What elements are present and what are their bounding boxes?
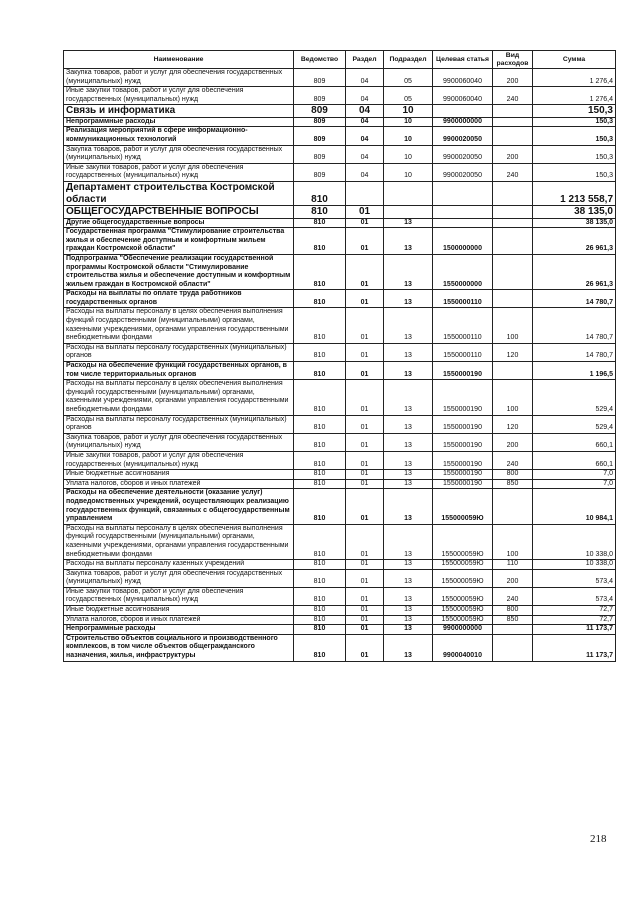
cell-target-article: 1550000000 [433,254,493,289]
cell-name: Департамент строительства Костромской области [64,182,294,206]
table-row [64,362,616,380]
cell-subsection: 13 [384,451,433,469]
cell-name: Расходы на выплаты по оплате труда работников государственных органов [64,290,294,308]
header-subsection: Подраздел [384,51,433,69]
cell-expense-type [493,228,533,255]
cell-department: 809 [294,69,346,87]
cell-expense-type: 240 [493,451,533,469]
table-row [64,634,616,661]
cell-subsection: 10 [384,163,433,181]
cell-section: 01 [346,587,384,605]
cell-department: 810 [294,489,346,524]
cell-target-article: 9900020050 [433,145,493,163]
cell-subsection: 13 [384,524,433,559]
cell-name: Реализация мероприятий в сфере информационно-коммуникационных технологий [64,127,294,145]
cell-name: Расходы на выплаты персоналу в целях обеспечения выполнения функций государственными (муниципальными) органами, казенными учреждениями, органами управления государственными внебюджетными фондами [64,308,294,343]
cell-subsection: 13 [384,254,433,289]
cell-expense-type [493,218,533,228]
table-row [64,380,616,415]
cell-department: 810 [294,433,346,451]
table-row [64,69,616,87]
table-row [64,489,616,524]
cell-name: Государственная программа "Стимулирование строительства жилья и обеспечение доступным и комфортным жильем граждан Костромской области" [64,228,294,255]
cell-expense-type: 800 [493,470,533,480]
table-row [64,218,616,228]
cell-subsection: 13 [384,415,433,433]
cell-subsection: 10 [384,127,433,145]
table-row [64,206,616,219]
cell-section: 01 [346,634,384,661]
cell-target-article: 1550000190 [433,362,493,380]
cell-department: 810 [294,415,346,433]
cell-amount: 529,4 [533,415,616,433]
cell-subsection: 13 [384,587,433,605]
header-name: Наименование [64,51,294,69]
cell-target-article: 9900000000 [433,625,493,635]
cell-amount: 529,4 [533,380,616,415]
cell-target-article: 9900060040 [433,87,493,105]
cell-target-article: 1550000110 [433,343,493,361]
cell-department: 810 [294,254,346,289]
cell-target-article: 9900020050 [433,127,493,145]
cell-section: 01 [346,524,384,559]
header-target-article: Целевая статья [433,51,493,69]
cell-amount: 72,7 [533,606,616,616]
cell-section: 01 [346,489,384,524]
cell-name: Иные закупки товаров, работ и услуг для обеспечения государственных (муниципальных) нужд [64,87,294,105]
cell-amount: 150,3 [533,127,616,145]
cell-target-article: 1550000190 [433,451,493,469]
cell-section: 04 [346,127,384,145]
cell-section: 01 [346,415,384,433]
cell-name: Иные закупки товаров, работ и услуг для обеспечения государственных (муниципальных) нужд [64,163,294,181]
cell-amount: 38 135,0 [533,218,616,228]
cell-section: 01 [346,560,384,570]
cell-section: 01 [346,206,384,219]
cell-expense-type: 120 [493,415,533,433]
cell-target-article: 1550000190 [433,415,493,433]
cell-section: 01 [346,615,384,625]
cell-amount: 26 961,3 [533,254,616,289]
cell-amount: 660,1 [533,451,616,469]
cell-department: 809 [294,87,346,105]
cell-section: 04 [346,87,384,105]
cell-name: Расходы на выплаты персоналу государственных (муниципальных) органов [64,343,294,361]
cell-department: 810 [294,228,346,255]
cell-amount: 1 276,4 [533,87,616,105]
cell-name: ОБЩЕГОСУДАРСТВЕННЫЕ ВОПРОСЫ [64,206,294,219]
cell-department: 810 [294,625,346,635]
table-row [64,569,616,587]
cell-expense-type [493,182,533,206]
cell-department: 809 [294,117,346,127]
cell-section: 01 [346,606,384,616]
cell-department: 810 [294,290,346,308]
cell-expense-type: 850 [493,615,533,625]
cell-target-article: 1550000190 [433,479,493,489]
cell-target-article: 155000059Ю [433,615,493,625]
cell-section: 01 [346,625,384,635]
cell-expense-type [493,634,533,661]
cell-expense-type: 100 [493,308,533,343]
cell-expense-type: 200 [493,145,533,163]
page-number: 218 [590,833,607,845]
table-body [64,69,616,662]
cell-department: 810 [294,569,346,587]
cell-target-article: 1550000110 [433,290,493,308]
cell-amount: 573,4 [533,569,616,587]
cell-name: Расходы на выплаты персоналу в целях обеспечения выполнения функций государственными (муниципальными) органами, казенными учреждениями, органами управления государственными внебюджетными фондами [64,524,294,559]
table-row [64,625,616,635]
cell-expense-type: 800 [493,606,533,616]
table-row [64,228,616,255]
cell-subsection: 13 [384,634,433,661]
cell-section: 01 [346,470,384,480]
cell-department: 810 [294,206,346,219]
cell-amount: 660,1 [533,433,616,451]
cell-name: Расходы на выплаты персоналу казенных учреждений [64,560,294,570]
cell-department: 810 [294,470,346,480]
cell-subsection [384,182,433,206]
cell-target-article: 1550000190 [433,433,493,451]
header-expense-type: Вид расходов [493,51,533,69]
cell-name: Расходы на обеспечение функций государственных органов, в том числе территориальных органов [64,362,294,380]
cell-subsection: 13 [384,606,433,616]
table-row [64,560,616,570]
cell-target-article: 155000059Ю [433,560,493,570]
cell-department: 810 [294,182,346,206]
cell-section: 04 [346,105,384,118]
cell-name: Иные бюджетные ассигнования [64,606,294,616]
cell-expense-type: 200 [493,433,533,451]
cell-section: 01 [346,343,384,361]
cell-name: Непрограммные расходы [64,117,294,127]
cell-name: Уплата налогов, сборов и иных платежей [64,479,294,489]
cell-target-article [433,182,493,206]
cell-section: 01 [346,290,384,308]
cell-target-article [433,218,493,228]
cell-name: Уплата налогов, сборов и иных платежей [64,615,294,625]
table-row [64,127,616,145]
cell-department: 810 [294,362,346,380]
cell-subsection: 13 [384,615,433,625]
cell-expense-type: 240 [493,587,533,605]
cell-subsection: 13 [384,433,433,451]
cell-amount: 150,3 [533,117,616,127]
cell-name: Иные закупки товаров, работ и услуг для обеспечения государственных (муниципальных) нужд [64,587,294,605]
cell-expense-type [493,105,533,118]
cell-section: 01 [346,380,384,415]
cell-section: 01 [346,479,384,489]
cell-section: 01 [346,254,384,289]
cell-target-article: 1500000000 [433,228,493,255]
cell-target-article: 155000059Ю [433,489,493,524]
cell-name: Расходы на выплаты персоналу государственных (муниципальных) органов [64,415,294,433]
cell-target-article: 9900040010 [433,634,493,661]
cell-name: Закупка товаров, работ и услуг для обеспечения государственных (муниципальных) нужд [64,145,294,163]
cell-expense-type: 110 [493,560,533,570]
cell-expense-type: 100 [493,380,533,415]
table-row [64,105,616,118]
cell-department: 810 [294,560,346,570]
cell-expense-type: 850 [493,479,533,489]
cell-target-article: 155000059Ю [433,569,493,587]
cell-department: 810 [294,479,346,489]
table-row [64,470,616,480]
cell-expense-type [493,127,533,145]
cell-department: 809 [294,163,346,181]
cell-amount: 1 196,5 [533,362,616,380]
cell-section: 04 [346,163,384,181]
cell-section: 04 [346,145,384,163]
cell-target-article: 9900020050 [433,163,493,181]
cell-target-article: 155000059Ю [433,606,493,616]
cell-expense-type [493,362,533,380]
cell-target-article: 155000059Ю [433,587,493,605]
table-row [64,433,616,451]
cell-subsection: 05 [384,69,433,87]
cell-expense-type: 100 [493,524,533,559]
cell-subsection: 13 [384,228,433,255]
cell-amount: 150,3 [533,163,616,181]
cell-target-article: 1550000190 [433,470,493,480]
table-row [64,182,616,206]
cell-expense-type [493,254,533,289]
cell-amount: 72,7 [533,615,616,625]
cell-amount: 573,4 [533,587,616,605]
cell-department: 810 [294,380,346,415]
cell-subsection: 13 [384,479,433,489]
cell-amount: 10 338,0 [533,560,616,570]
cell-expense-type: 120 [493,343,533,361]
cell-subsection: 13 [384,560,433,570]
header-section: Раздел [346,51,384,69]
cell-amount: 38 135,0 [533,206,616,219]
cell-amount: 26 961,3 [533,228,616,255]
cell-subsection: 13 [384,380,433,415]
cell-section: 01 [346,218,384,228]
cell-department: 809 [294,105,346,118]
cell-section: 01 [346,308,384,343]
cell-subsection: 13 [384,218,433,228]
table-row [64,87,616,105]
cell-expense-type: 240 [493,163,533,181]
table-row [64,587,616,605]
cell-name: Непрограммные расходы [64,625,294,635]
cell-section: 01 [346,569,384,587]
table-row [64,451,616,469]
cell-name: Расходы на выплаты персоналу в целях обеспечения выполнения функций государственными (муниципальными) органами, казенными учреждениями, органами управления государственными внебюджетными фондами [64,380,294,415]
cell-target-article: 1550000110 [433,308,493,343]
table-row [64,163,616,181]
cell-section: 01 [346,451,384,469]
cell-amount: 11 173,7 [533,625,616,635]
cell-target-article: 9900000000 [433,117,493,127]
cell-subsection: 10 [384,145,433,163]
budget-table [63,50,616,662]
table-row [64,524,616,559]
cell-section: 01 [346,433,384,451]
cell-amount: 11 173,7 [533,634,616,661]
cell-name: Закупка товаров, работ и услуг для обеспечения государственных (муниципальных) нужд [64,569,294,587]
cell-name: Связь и информатика [64,105,294,118]
cell-subsection: 13 [384,569,433,587]
cell-department: 810 [294,606,346,616]
cell-amount: 1 213 558,7 [533,182,616,206]
cell-subsection: 13 [384,290,433,308]
cell-expense-type: 200 [493,569,533,587]
header-department: Ведомство [294,51,346,69]
cell-expense-type: 200 [493,69,533,87]
cell-target-article: 155000059Ю [433,524,493,559]
cell-department: 810 [294,218,346,228]
budget-page [63,50,615,662]
cell-department: 810 [294,451,346,469]
cell-amount: 14 780,7 [533,290,616,308]
cell-name: Строительство объектов социального и производственного комплексов, в том числе объектов общегражданского назначения, жилья, инфраструктуры [64,634,294,661]
cell-department: 809 [294,145,346,163]
cell-name: Подпрограмма "Обеспечение реализации государственной программы Костромской области "Стимулирование строительства жилья и обеспечение доступным и комфортным жильем граждан в Костромской области" [64,254,294,289]
cell-expense-type [493,625,533,635]
table-row [64,308,616,343]
table-row [64,290,616,308]
cell-department: 810 [294,343,346,361]
cell-subsection: 13 [384,308,433,343]
cell-target-article: 1550000190 [433,380,493,415]
table-row [64,615,616,625]
cell-amount: 150,3 [533,105,616,118]
cell-amount: 7,0 [533,479,616,489]
cell-amount: 14 780,7 [533,343,616,361]
table-row [64,117,616,127]
cell-target-article [433,206,493,219]
cell-subsection: 10 [384,105,433,118]
cell-subsection: 13 [384,343,433,361]
table-row [64,254,616,289]
cell-amount: 10 984,1 [533,489,616,524]
cell-department: 810 [294,587,346,605]
table-row [64,343,616,361]
cell-expense-type [493,489,533,524]
cell-amount: 1 276,4 [533,69,616,87]
cell-section: 01 [346,362,384,380]
cell-department: 810 [294,308,346,343]
cell-name: Закупка товаров, работ и услуг для обеспечения государственных (муниципальных) нужд [64,433,294,451]
cell-department: 809 [294,127,346,145]
cell-target-article [433,105,493,118]
cell-expense-type [493,290,533,308]
cell-name: Иные бюджетные ассигнования [64,470,294,480]
cell-expense-type [493,206,533,219]
cell-subsection [384,206,433,219]
cell-section: 04 [346,117,384,127]
cell-expense-type: 240 [493,87,533,105]
cell-department: 810 [294,615,346,625]
cell-subsection: 13 [384,362,433,380]
table-row [64,479,616,489]
header-amount: Сумма [533,51,616,69]
cell-name: Расходы на обеспечение деятельности (оказание услуг) подведомственных учреждений, осуществляющих реализацию государственных функций, связанных с общегосударственным управлением [64,489,294,524]
cell-department: 810 [294,634,346,661]
table-row [64,606,616,616]
cell-subsection: 13 [384,470,433,480]
cell-expense-type [493,117,533,127]
cell-amount: 7,0 [533,470,616,480]
cell-amount: 150,3 [533,145,616,163]
cell-department: 810 [294,524,346,559]
cell-name: Другие общегосударственные вопросы [64,218,294,228]
cell-section: 01 [346,228,384,255]
table-row [64,145,616,163]
cell-subsection: 05 [384,87,433,105]
cell-target-article: 9900060040 [433,69,493,87]
cell-amount: 10 338,0 [533,524,616,559]
cell-subsection: 13 [384,489,433,524]
cell-subsection: 10 [384,117,433,127]
table-header-row [64,51,616,69]
table-row [64,415,616,433]
cell-name: Иные закупки товаров, работ и услуг для обеспечения государственных (муниципальных) нужд [64,451,294,469]
cell-section [346,182,384,206]
cell-section: 04 [346,69,384,87]
cell-amount: 14 780,7 [533,308,616,343]
cell-subsection: 13 [384,625,433,635]
cell-name: Закупка товаров, работ и услуг для обеспечения государственных (муниципальных) нужд [64,69,294,87]
